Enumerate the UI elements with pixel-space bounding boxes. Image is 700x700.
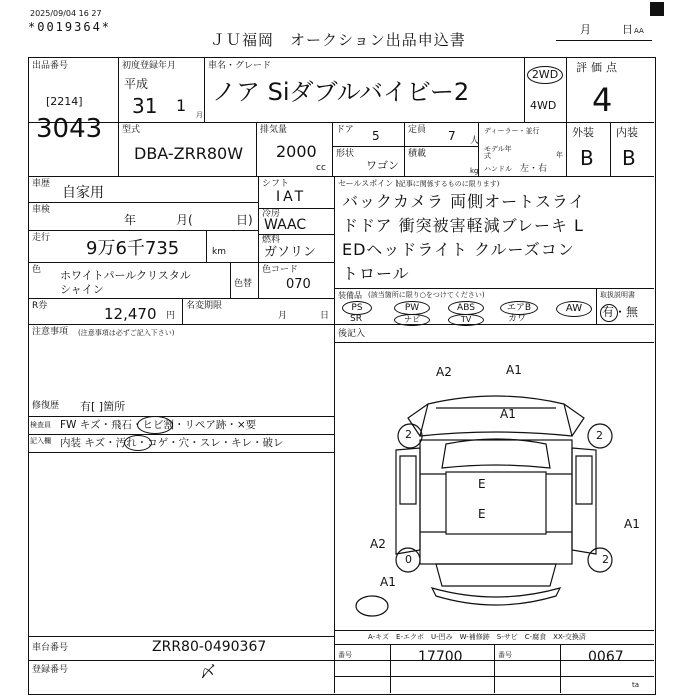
registration-label: 初度登録年月 [122, 61, 177, 71]
handle-value: 左・右 [520, 164, 548, 174]
chassis-label: 車台番号 [32, 643, 69, 653]
divider [390, 644, 391, 693]
color-code: 070 [286, 277, 311, 292]
equipment-sr: SR [350, 314, 362, 324]
body-type-value: ワゴン [366, 159, 399, 172]
equipment-navi: ナビ [394, 314, 430, 326]
equipment-ps: PS [342, 301, 372, 315]
equipment-abs: ABS [448, 301, 484, 315]
color-value-line1: ホワイトパールクリスタル [60, 269, 191, 282]
color-value-line2: シャイン [60, 283, 104, 296]
divider [334, 342, 654, 343]
divider [258, 262, 334, 263]
mark-a1-right: A1 [624, 517, 640, 531]
registration-number: 〆 [200, 662, 217, 681]
mark-2-right: 2 [596, 429, 603, 442]
mileage-value: 9万6千735 [86, 238, 180, 259]
divider [206, 230, 207, 262]
divider [28, 434, 334, 435]
fuel-label: 燃料 [262, 235, 281, 245]
divider [28, 262, 258, 263]
divider [258, 176, 259, 298]
dirt-circle [124, 435, 152, 451]
aircon-label: 冷房 [262, 209, 281, 219]
divider [204, 57, 205, 123]
payload-label: 積載 [408, 149, 427, 159]
mark-2-bottom: 2 [602, 553, 609, 566]
check-row2-label: 記入欄 [30, 437, 51, 445]
divider [404, 122, 405, 177]
lot-number: 3043 [36, 114, 103, 144]
displacement-value: 2000 [276, 142, 317, 161]
sales-points-line1: バックカメラ 両側オートスライ [342, 192, 586, 211]
capacity-value: 7 [448, 129, 456, 143]
divider [560, 644, 561, 693]
drive-4wd: 4WD [530, 99, 557, 112]
inspection-year: 年 [124, 213, 137, 227]
equipment-pw: PW [394, 301, 430, 315]
equipment-leather: カワ [508, 314, 527, 324]
car-name: ノア Siダブルバイビー2 [212, 78, 470, 106]
mileage-unit: km [212, 247, 226, 257]
exterior-label: 外装 [572, 126, 594, 139]
after-label: 後記入 [338, 329, 366, 339]
divider [230, 262, 231, 298]
mark-a1-bottom: A1 [380, 575, 396, 589]
divider [28, 176, 654, 177]
equipment-hint: (該当箇所に限り○をつけてください) [368, 291, 485, 299]
date-underline [556, 40, 652, 41]
notes-label: 注意事項 [32, 327, 69, 337]
divider [28, 324, 334, 325]
usage-value: 自家用 [62, 185, 104, 201]
check-row1-text: FW キズ・飛石・ヒビ割・リペア跡・×要 [60, 419, 257, 431]
drive-2wd: 2WD [527, 66, 563, 84]
divider [566, 57, 567, 177]
divider [596, 288, 597, 324]
shift-label: シフト [262, 179, 290, 189]
dealer-label: ディーラー・並行 [484, 127, 540, 135]
form-title: ＪＵ福岡 オークション出品申込書 [210, 31, 466, 49]
divider [334, 288, 654, 289]
exterior-grade: B [580, 146, 594, 170]
divider [494, 644, 495, 693]
doors-value: 5 [372, 129, 380, 143]
name-change-day: 日 [320, 311, 330, 321]
mark-e-upper: E [478, 477, 486, 491]
interior-label: 内装 [616, 126, 638, 139]
lot-label: 出品番号 [32, 61, 69, 71]
divider [610, 122, 611, 177]
mark-0-bottom-left: 0 [405, 553, 412, 566]
car-name-label: 車名・グレード [208, 61, 272, 71]
divider [182, 298, 183, 324]
divider [334, 176, 335, 693]
displacement-unit: cc [316, 163, 326, 173]
mark-a1-top: A1 [506, 363, 522, 377]
inspection-label: 車検 [32, 205, 51, 215]
registration-month: 1 [176, 96, 187, 115]
model-label: 型式 [122, 125, 141, 135]
mark-a2-left: A2 [370, 537, 386, 551]
divider [256, 122, 257, 177]
rating-score: 4 [592, 81, 613, 119]
usage-label: 車歴 [32, 179, 51, 189]
corner-mark [650, 2, 664, 16]
divider [28, 298, 334, 299]
capacity-label: 定員 [408, 125, 427, 135]
registration-era: 平成 [124, 77, 149, 91]
interior-grade: B [622, 146, 636, 170]
divider [334, 324, 654, 325]
divider [332, 122, 333, 177]
mileage-label: 走行 [32, 233, 51, 243]
check-row1-label: 検査員 [30, 421, 51, 429]
divider [28, 202, 258, 203]
chassis-number: ZRR80-0490367 [152, 639, 267, 655]
damage-legend: A-キズ E-エクボ U-凹み W-補修跡 S-サビ C-腐食 XX-交換済 [368, 633, 586, 641]
aa-label: AA [634, 27, 644, 35]
fuel-value: ガソリン [264, 245, 317, 260]
name-change-label: 名変期限 [186, 301, 223, 311]
recycle-value: 12,470 [104, 305, 157, 323]
owner-manual-value: 有・無 [602, 305, 639, 319]
notes-hint: (注意事項は必ずご記入下さい) [78, 329, 175, 337]
sales-points-line4: トロール [342, 264, 410, 283]
model-value: DBA-ZRR80W [134, 144, 244, 163]
divider [28, 122, 654, 123]
model-year-unit: 年 [556, 151, 563, 159]
payload-unit: kg [470, 167, 479, 175]
day-label: 日 [622, 23, 633, 36]
box1-value: 17700 [418, 649, 463, 665]
equipment-label: 装備品 [338, 291, 362, 300]
serial-number: *0019364* [28, 20, 112, 34]
color-change-label: 色替 [234, 279, 253, 289]
divider [28, 230, 258, 231]
equipment-aw: AW [556, 301, 592, 317]
divider [334, 630, 654, 631]
handle-label: ハンドル [484, 165, 512, 173]
color-code-label: 色コード [262, 265, 299, 275]
stone-chip-circle [137, 416, 173, 434]
owner-manual-label: 取扱説明書 [600, 291, 635, 299]
bottom-note: ta [632, 681, 640, 689]
box2-label: 番号 [498, 651, 512, 659]
lot-code: [2214] [46, 95, 83, 108]
equipment-tv: TV [448, 314, 484, 326]
equipment-airbag: エアB [500, 301, 538, 315]
divider [332, 146, 478, 147]
mark-e-lower: E [478, 507, 486, 521]
sales-points-line2: ドドア 衝突被害軽減ブレーキ L [342, 216, 584, 235]
divider [524, 57, 525, 123]
divider [28, 416, 334, 417]
model-year-label: モデル年式 [484, 145, 512, 160]
divider [28, 452, 334, 453]
doors-label: ドア [336, 125, 354, 135]
sales-points-line3: EDヘッドライト クルーズコン [342, 240, 575, 259]
month-label: 月 [580, 23, 591, 36]
repair-label: 修復歴 [32, 401, 60, 411]
sales-points-hint: (記事に関係するものに限ります) [396, 180, 500, 188]
recycle-unit: 円 [166, 311, 176, 321]
color-label: 色 [32, 265, 42, 275]
manual-circle [600, 304, 618, 322]
box2-value: 0067 [588, 649, 624, 665]
inspection-month: 月( [176, 213, 193, 227]
box1-label: 番号 [338, 651, 352, 659]
registration-year: 31 [132, 94, 158, 118]
registration-month-unit: 月 [196, 111, 203, 119]
divider [118, 57, 119, 177]
divider [28, 636, 334, 637]
mark-a1-windshield: A1 [500, 407, 516, 421]
capacity-unit: 人 [470, 136, 480, 146]
mark-a2-top: A2 [436, 365, 452, 379]
mark-2-left: 2 [405, 428, 412, 441]
name-change-month: 月 [278, 311, 288, 321]
timestamp: 2025/09/04 16 27 [30, 9, 102, 18]
check-row2-text: 内装 キズ・汚れ・コゲ・穴・スレ・キレ・破レ [60, 437, 284, 449]
body-type-label: 形状 [336, 149, 355, 159]
registration-number-label: 登録番号 [32, 665, 69, 675]
displacement-label: 排気量 [260, 125, 288, 135]
recycle-label: R券 [32, 301, 48, 311]
rating-label: 評価点 [576, 61, 621, 74]
shift-value: IAT [276, 189, 307, 205]
repair-value: 有[ ]箇所 [80, 400, 126, 413]
aircon-value: WAAC [264, 217, 307, 233]
sales-points-label: セールスポイント [338, 179, 402, 188]
inspection-day: 日) [236, 213, 253, 227]
